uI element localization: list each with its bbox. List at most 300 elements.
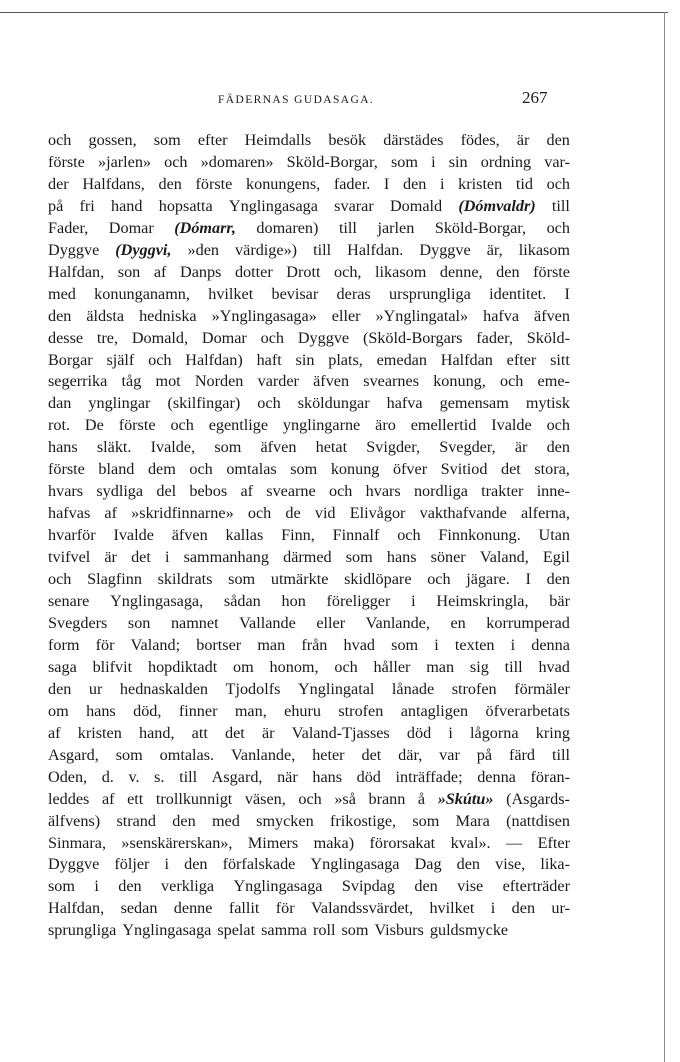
word: »senskärerskan», <box>121 833 233 852</box>
word: Domar <box>108 218 154 237</box>
word: plats, <box>328 350 363 369</box>
word: där, <box>398 745 423 764</box>
word: ur- <box>551 899 570 918</box>
text-line <box>48 854 570 876</box>
word: det <box>225 723 245 742</box>
word: smycken <box>256 811 314 830</box>
text-line <box>48 789 570 811</box>
word: jarlen <box>377 218 415 237</box>
word: Danps <box>180 262 222 281</box>
word: hans <box>48 438 78 457</box>
word: konunganamn, <box>94 284 190 303</box>
word: son <box>117 262 141 281</box>
text-line <box>48 547 570 569</box>
text-line <box>48 371 570 393</box>
word: själf <box>106 350 135 369</box>
word: eller <box>316 613 346 632</box>
word: förorsakat <box>369 833 436 852</box>
word: sig <box>469 657 489 676</box>
word: honom, <box>269 657 319 676</box>
word: till <box>338 218 357 237</box>
word: Svegder, <box>439 438 496 457</box>
word: den <box>546 438 570 457</box>
word: Ynglingasaga <box>228 196 318 215</box>
word: samma <box>261 921 307 940</box>
word: Asgard, <box>48 745 99 764</box>
word: lågorna <box>470 723 519 742</box>
word: de <box>285 504 301 523</box>
word: Finnkonung. <box>438 526 521 545</box>
word: desse <box>48 328 84 347</box>
text-line <box>48 811 570 833</box>
word: och <box>247 504 272 523</box>
word: hopsatta <box>158 196 213 215</box>
word: s. <box>154 767 165 786</box>
text-line <box>48 920 570 942</box>
word: (skilfingar) <box>167 394 241 413</box>
word: Dyggve <box>419 240 471 259</box>
word: färd <box>508 745 536 764</box>
page-header <box>0 88 680 112</box>
word: förste <box>533 262 570 281</box>
word: spelat <box>217 921 256 940</box>
text-line <box>48 833 570 855</box>
word: inträffade; <box>395 767 463 786</box>
word: hvilket <box>208 284 254 303</box>
word: Heimskringla, <box>436 592 529 611</box>
word: öfverarbetats <box>485 701 570 720</box>
word: och <box>546 218 570 237</box>
text-line <box>48 415 570 437</box>
word: och <box>164 152 188 171</box>
word: älfvens) <box>48 811 101 830</box>
word: (Dómvaldr) <box>458 196 536 215</box>
word: roll <box>312 921 336 940</box>
text-line <box>48 701 570 723</box>
word: besök <box>328 131 367 149</box>
word: (Asgards- <box>506 789 570 808</box>
word: och <box>48 131 72 149</box>
word: stora, <box>534 460 570 479</box>
word: död <box>356 767 381 786</box>
word: hand, <box>138 723 175 742</box>
word: Visburs <box>374 921 424 940</box>
word: Sköld-Borgar, <box>434 218 527 237</box>
word: död <box>406 723 432 742</box>
text-line <box>48 152 570 174</box>
word: dem <box>147 460 176 479</box>
word: »domaren» <box>200 152 274 171</box>
word: och <box>328 482 353 501</box>
word: att <box>191 723 208 742</box>
word: släkt. <box>96 438 132 457</box>
word: Oden, <box>48 767 88 786</box>
word: hvad <box>343 635 375 654</box>
word: likasom <box>375 262 427 281</box>
word: förste <box>48 460 85 479</box>
word: förfalskade <box>222 855 296 874</box>
text-line <box>48 218 570 240</box>
word: Halfdan, <box>48 262 105 281</box>
word: fallit <box>228 899 260 918</box>
word: konungens, <box>246 174 321 193</box>
word: i <box>431 152 436 171</box>
word: följer <box>114 855 150 874</box>
word: Svitiod <box>440 460 488 479</box>
word: för <box>95 635 115 654</box>
word: Halfdan. <box>347 240 404 259</box>
page-top-edge-line <box>0 12 668 13</box>
page-number: 267 <box>522 88 548 107</box>
word: till <box>179 767 198 786</box>
word: kristen <box>458 174 503 193</box>
word: den <box>546 131 570 149</box>
text-line <box>48 393 570 415</box>
text-line <box>48 481 570 503</box>
word: trakter <box>481 482 524 501</box>
word: hvars <box>48 482 84 501</box>
word: hvilket <box>429 899 475 918</box>
word: fri <box>79 196 95 215</box>
word: I <box>525 570 531 589</box>
word: Tjodolfs <box>225 679 281 698</box>
word: med <box>48 284 76 303</box>
word: svearne <box>266 482 316 501</box>
word: svarar <box>334 196 374 215</box>
word: var <box>439 745 460 764</box>
word: Sköld- <box>526 328 570 347</box>
word: Ynglingasaga, <box>110 592 204 611</box>
word: håller <box>373 657 411 676</box>
word: deras <box>336 284 371 303</box>
word: föran- <box>530 767 570 786</box>
word: hand <box>111 196 143 215</box>
word: äfven <box>313 372 350 391</box>
word: Ivalde <box>113 526 154 545</box>
text-line <box>48 130 570 152</box>
word: Heimdalls <box>244 131 312 149</box>
word: »jarlen» <box>97 152 152 171</box>
word: varder <box>257 372 299 391</box>
word: bebos <box>189 482 228 501</box>
word: man <box>426 657 455 676</box>
word: ehuru <box>284 701 321 720</box>
word: De <box>84 416 104 435</box>
word: hednaskalden <box>119 679 209 698</box>
word: texten <box>454 635 495 654</box>
word: som <box>345 548 373 567</box>
word: — <box>506 833 523 852</box>
word: Svegders <box>48 613 108 632</box>
word: lånade <box>391 679 435 698</box>
word: Vanlande, <box>230 745 296 764</box>
word: äfven <box>260 438 297 457</box>
word: om <box>48 701 69 720</box>
word: är <box>516 131 530 149</box>
word: och, <box>334 262 362 281</box>
word: bland <box>98 460 135 479</box>
word: kring <box>535 723 570 742</box>
word: äro <box>375 416 396 435</box>
word: Sinmara, <box>48 833 106 852</box>
word: det <box>361 745 382 764</box>
word: fader. <box>333 174 371 193</box>
word: Ynglingasaga <box>233 877 323 896</box>
word: Fader, <box>48 218 89 237</box>
word: (nattdisen <box>506 811 570 830</box>
word: konung, <box>433 372 486 391</box>
word: Svipdag <box>341 877 395 896</box>
word: Efter <box>537 833 570 852</box>
word: tåg <box>121 372 142 391</box>
word: v. <box>128 767 140 786</box>
word: äfven <box>534 306 570 325</box>
text-line <box>48 174 570 196</box>
word: saga <box>48 657 77 676</box>
word: ursprungliga <box>389 284 471 303</box>
word: hafva <box>483 306 520 325</box>
word: Egil <box>542 548 570 567</box>
word: af <box>153 262 167 281</box>
text-line <box>48 306 570 328</box>
word: värdige») <box>235 240 298 259</box>
word: strofen <box>338 701 384 720</box>
word: i <box>411 592 416 611</box>
word: namnet <box>170 613 219 632</box>
word: af <box>240 482 254 501</box>
word: skildrats <box>157 570 213 589</box>
word: Drott <box>286 262 321 281</box>
word: vakthafvande <box>419 504 507 523</box>
word: kristen <box>77 723 122 742</box>
word: eller <box>331 306 361 325</box>
word: man, <box>234 701 267 720</box>
word: som <box>115 745 143 764</box>
word: vise <box>457 877 484 896</box>
word: är <box>104 548 117 567</box>
word: kval». <box>450 833 491 852</box>
word: förste <box>48 152 85 171</box>
word: Domald <box>389 196 443 215</box>
word: del <box>156 482 177 501</box>
word: den <box>402 174 427 193</box>
word: af <box>101 789 115 808</box>
word: hafva <box>386 394 423 413</box>
word: Valandssvärdet, <box>311 899 414 918</box>
word: vise, <box>495 855 526 874</box>
word: i <box>164 855 169 874</box>
word: som <box>290 460 318 479</box>
word: omtalas. <box>159 745 215 764</box>
word: och <box>427 570 451 589</box>
word: segerrika <box>48 372 108 391</box>
word: hvarför <box>48 526 96 545</box>
word: Ynglingatal <box>297 679 375 698</box>
word: strofen <box>451 679 497 698</box>
word: hafvas <box>48 504 91 523</box>
word: på <box>476 745 493 764</box>
word: som <box>153 131 181 149</box>
word: brann <box>368 789 406 808</box>
word: »Ynglingasaga» <box>211 306 317 325</box>
word: Dyggve <box>48 855 100 874</box>
word: söner <box>430 548 466 567</box>
word: ynglingar <box>88 394 151 413</box>
text-line <box>48 679 570 701</box>
word: inne- <box>536 482 570 501</box>
word: i <box>490 899 496 918</box>
word: frikostige, <box>329 811 397 830</box>
word: väsen, <box>244 789 286 808</box>
word: till <box>313 240 332 259</box>
word: denne, <box>439 262 483 281</box>
word: som <box>341 921 369 940</box>
word: bär <box>549 592 570 611</box>
word: hvars <box>365 482 401 501</box>
word: Valand-Tjasses <box>291 723 390 742</box>
word: å <box>417 789 426 808</box>
word: ett <box>127 789 144 808</box>
word: Dyggve <box>48 240 100 259</box>
word: efterträder <box>502 877 570 896</box>
word: son <box>127 613 151 632</box>
word: Ivalde <box>491 416 532 435</box>
word: svearnes <box>363 372 419 391</box>
word: öfver <box>392 460 428 479</box>
word: den <box>184 855 208 874</box>
word: den <box>414 877 438 896</box>
word: gossen, <box>88 131 137 149</box>
word: kallas <box>225 526 264 545</box>
word: Vanlande, <box>365 613 430 632</box>
word: och <box>397 526 421 545</box>
word: hedniska <box>139 306 197 325</box>
word: alferna, <box>521 504 570 523</box>
word: Ivalde, <box>150 438 196 457</box>
word: haft <box>256 350 282 369</box>
word: sitt <box>550 350 570 369</box>
word: tid <box>515 174 533 193</box>
word: det <box>131 548 151 567</box>
text-line <box>48 657 570 679</box>
word: i <box>94 877 99 896</box>
word: mot <box>155 372 181 391</box>
word: förmäler <box>514 679 570 698</box>
word: om <box>233 657 254 676</box>
word: är <box>514 438 528 457</box>
word: (Dyggvi, <box>115 240 172 259</box>
text-line <box>48 284 570 306</box>
text-line <box>48 569 570 591</box>
text-line <box>48 503 570 525</box>
running-head: FÄDERNAS GUDASAGA. <box>218 94 375 106</box>
text-line <box>48 876 570 898</box>
word: Ynglingasaga <box>310 855 400 874</box>
text-line <box>48 745 570 767</box>
word: Dyggve <box>297 328 350 347</box>
word: ur <box>88 679 103 698</box>
word: den <box>511 899 536 918</box>
word: bevisar <box>271 284 319 303</box>
word: den <box>158 174 182 193</box>
word: Halfdans, <box>82 174 145 193</box>
word: till <box>551 196 570 215</box>
text-line <box>48 350 570 372</box>
word: äldsta <box>86 306 125 325</box>
word: den <box>456 855 481 874</box>
word: det <box>501 460 521 479</box>
body-text <box>48 130 570 942</box>
word: hon <box>281 592 306 611</box>
word: dotter <box>234 262 273 281</box>
word: maka) <box>313 833 355 852</box>
word: sådan <box>223 592 261 611</box>
text-line <box>48 767 570 789</box>
word: Halfdan) <box>185 350 243 369</box>
word: I <box>383 174 390 193</box>
word: i <box>164 548 170 567</box>
text-line <box>48 262 570 284</box>
word: Finn, <box>281 526 315 545</box>
word: skidlöpare <box>344 570 412 589</box>
word: konung <box>330 460 380 479</box>
word: utmärkte <box>270 570 329 589</box>
word: förste <box>118 416 156 435</box>
word: »den <box>187 240 219 259</box>
text-line <box>48 591 570 613</box>
word: sin <box>448 152 468 171</box>
word: Vallande <box>239 613 296 632</box>
word: på <box>48 196 64 215</box>
word: efter <box>506 350 537 369</box>
word: äfven <box>171 526 208 545</box>
word: för <box>275 899 295 918</box>
word: och <box>546 174 570 193</box>
word: »Skútu» <box>437 789 494 808</box>
word: rot. <box>48 416 71 435</box>
word: form <box>48 635 80 654</box>
text-line <box>48 613 570 635</box>
word: och <box>148 350 172 369</box>
word: Slagfinn <box>87 570 142 589</box>
text-line <box>48 723 570 745</box>
word: Dag <box>414 855 442 874</box>
word: I <box>564 284 570 303</box>
word: Ynglingasaga <box>122 921 212 940</box>
word: hans <box>312 767 343 786</box>
word: föreligger <box>326 592 391 611</box>
word: den <box>172 811 196 830</box>
word: Sköld-Borgar, <box>286 152 378 171</box>
word: den <box>496 262 520 281</box>
text-line <box>48 328 570 350</box>
word: jägare. <box>466 570 510 589</box>
word: sköldungar <box>297 394 370 413</box>
word: trollkunnigt <box>155 789 233 808</box>
word: och <box>257 394 281 413</box>
word: med <box>211 811 240 830</box>
word: som <box>391 635 419 654</box>
text-line <box>48 437 570 459</box>
word: när <box>277 767 298 786</box>
word: blifvit <box>92 657 133 676</box>
word: i <box>434 635 439 654</box>
word: eme- <box>537 372 570 391</box>
word: hvad <box>538 657 570 676</box>
word: till <box>551 745 570 764</box>
word: verkliga <box>161 877 215 896</box>
word: den <box>118 877 142 896</box>
